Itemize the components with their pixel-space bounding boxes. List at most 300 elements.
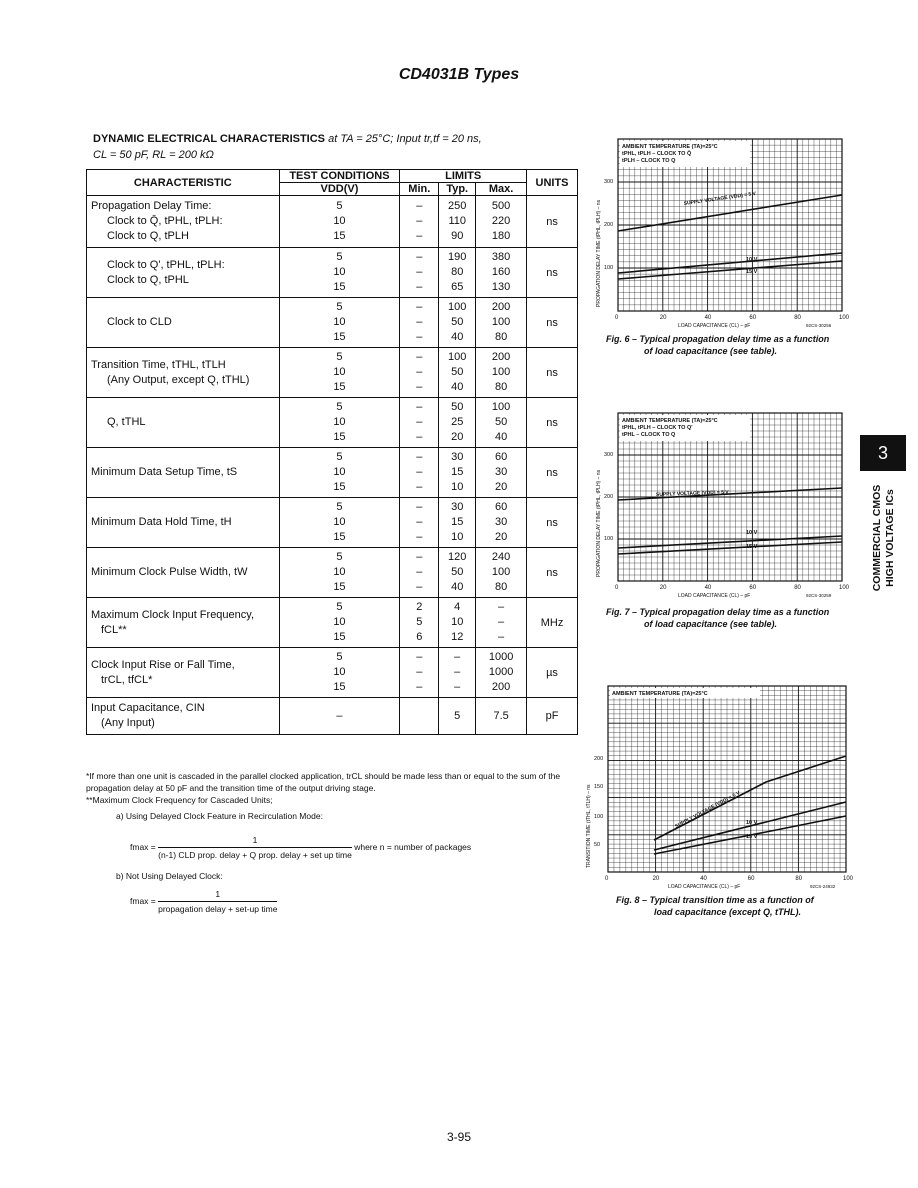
min-value: – — [416, 230, 423, 242]
y-tick-label: 200 — [604, 494, 614, 500]
table-body — [87, 196, 578, 735]
x-axis-label: LOAD CAPACITANCE (CL) – pF — [678, 593, 751, 599]
cell-typ — [439, 498, 476, 548]
footnote-double-star: **Maximum Clock Frequency for Cascaded Units; — [86, 795, 273, 805]
vdd-value: 10 — [333, 316, 346, 328]
min-value: 5 — [416, 616, 423, 628]
cell-units: ns — [527, 398, 578, 448]
min-value: – — [416, 266, 423, 278]
min-value: – — [416, 516, 423, 528]
typ-value: – — [454, 651, 461, 663]
y-axis-label: PROPAGATION DELAY TIME (tPHL, tPLH) – ns — [596, 469, 602, 577]
cell-vdd — [279, 298, 400, 348]
curve-label-15v: 15 V — [746, 834, 758, 840]
typ-value: 10 — [451, 531, 464, 543]
vdd-value: 10 — [333, 666, 346, 678]
characteristic-line: Clock to Q̄, tPHL, tPLH: — [107, 215, 223, 227]
cell-vdd — [279, 348, 400, 398]
vdd-value: 10 — [333, 516, 346, 528]
min-value: 2 — [416, 601, 423, 613]
typ-value: 40 — [451, 331, 464, 343]
legend-line: tPLH – CLOCK TO Q — [622, 158, 676, 164]
section-tab-line1: COMMERCIAL CMOS — [871, 484, 883, 592]
cell-max — [476, 196, 527, 248]
cell-typ — [439, 698, 476, 735]
formula1-denominator: (n-1) CLD prop. delay + Q prop. delay + set up time — [158, 850, 352, 860]
fig8-caption — [616, 894, 814, 918]
min-value: – — [416, 351, 423, 363]
cell-typ — [439, 598, 476, 648]
legend-line: AMBIENT TEMPERATURE (TA)=25°C — [622, 144, 718, 150]
header-typ: Typ. — [439, 183, 476, 196]
x-axis-label: LOAD CAPACITANCE (CL) – pF — [678, 323, 751, 329]
characteristic-line: Transition Time, tTHL, tTLH — [91, 358, 226, 371]
table-row — [87, 298, 578, 348]
formula1-fraction — [158, 835, 352, 860]
x-tick-label: 100 — [839, 315, 850, 321]
fig8-caption-2: load capacitance (except Q, tTHL). — [654, 907, 802, 917]
vdd-value: 15 — [333, 681, 346, 693]
max-value: 80 — [494, 381, 508, 393]
legend-line: tPHL, tPLH – CLOCK TO Q̄ — [622, 151, 692, 157]
cell-units: pF — [527, 698, 578, 735]
x-tick-label: 60 — [749, 585, 757, 591]
cell-typ — [439, 196, 476, 248]
cell-min — [400, 598, 439, 648]
section-conditions-2: CL = 50 pF, RL = 200 kΩ — [93, 149, 214, 161]
y-axis-label: TRANSITION TIME (tTHL, tTLH) – ns — [586, 784, 592, 868]
cell-min — [400, 348, 439, 398]
x-tick-label: 80 — [794, 585, 801, 591]
cell-vdd — [279, 548, 400, 598]
max-value: 160 — [491, 266, 511, 278]
min-value: – — [416, 581, 423, 593]
min-value: 6 — [416, 631, 423, 643]
max-value: 240 — [491, 551, 511, 563]
characteristic-line: Clock to Q', tPHL, tPLH: — [107, 258, 225, 271]
formula1-where: where n = number of packages — [354, 841, 472, 852]
cell-typ — [439, 448, 476, 498]
characteristic-line: Propagation Delay Time: — [91, 200, 212, 212]
typ-value: 250 — [448, 200, 467, 212]
y-tick-label: 300 — [604, 179, 614, 185]
max-value: 220 — [491, 215, 511, 227]
row-characteristic — [87, 548, 280, 598]
cell-units: ns — [527, 348, 578, 398]
vdd-value: 15 — [333, 331, 346, 343]
table-row — [87, 598, 578, 648]
x-tick-label: 40 — [704, 585, 712, 591]
min-value: – — [416, 651, 423, 663]
vdd-value: 10 — [333, 416, 346, 428]
vdd-value: 15 — [333, 481, 346, 493]
typ-value: 40 — [451, 381, 464, 393]
x-tick-label: 60 — [747, 876, 755, 882]
characteristic-line: Clock to Q, tPHL — [107, 273, 189, 286]
max-value: 200 — [491, 351, 511, 363]
vdd-value: 5 — [336, 601, 343, 613]
vdd-value: 5 — [336, 401, 343, 413]
vdd-value: 15 — [333, 281, 346, 293]
cell-vdd — [279, 698, 400, 735]
cell-units: MHz — [527, 598, 578, 648]
max-value: 200 — [491, 681, 511, 693]
section-heading-text: DYNAMIC ELECTRICAL CHARACTERISTICS — [93, 133, 326, 145]
cell-typ — [439, 348, 476, 398]
typ-value: 50 — [451, 366, 464, 378]
vdd-value: 15 — [333, 230, 346, 242]
cell-vdd — [279, 196, 400, 248]
y-tick-label: 150 — [594, 784, 604, 790]
cell-min — [400, 498, 439, 548]
row-characteristic — [87, 448, 280, 498]
legend-line: tPHL – CLOCK TO Q — [622, 432, 676, 438]
row-characteristic — [87, 698, 280, 735]
fig7-caption — [606, 606, 829, 630]
curve-label-15v: 15 V — [746, 544, 758, 550]
cell-max — [476, 698, 527, 735]
cell-units: µs — [527, 648, 578, 698]
max-value: 20 — [494, 481, 508, 493]
formula1-lhs: fmax = — [130, 841, 156, 852]
characteristic-line: Clock to CLD — [107, 316, 172, 328]
fig8-graph — [586, 682, 854, 894]
characteristic-line: (Any Input) — [101, 717, 155, 729]
vdd-value: 5 — [336, 251, 343, 263]
max-value: 100 — [491, 566, 511, 578]
max-value: – — [498, 601, 505, 613]
cell-max — [476, 348, 527, 398]
curve-label-15v: 15 V — [746, 269, 758, 275]
max-value: 30 — [494, 516, 508, 528]
formula2-denominator: propagation delay + set-up time — [158, 904, 278, 914]
x-tick-label: 0 — [615, 585, 619, 591]
min-value: – — [416, 431, 423, 443]
formula2-numerator: 1 — [158, 889, 277, 902]
min-value: – — [416, 366, 423, 378]
typ-value: 65 — [451, 281, 464, 293]
footnotes — [86, 770, 586, 822]
footnote-star: *If more than one unit is cascaded in the parallel clocked application, trCL should be made less than or equal to the sum of the propagation delay at 50 pF and the transition time of the output driving stage. — [86, 771, 561, 793]
cell-min — [400, 448, 439, 498]
section-tab — [860, 435, 906, 605]
min-value: – — [416, 481, 423, 493]
footnote-b: b) Not Using Delayed Clock: — [116, 871, 223, 881]
typ-value: 100 — [448, 351, 467, 363]
vdd-value: 5 — [336, 200, 343, 212]
typ-value: 5 — [454, 709, 461, 722]
vdd-value: 5 — [336, 651, 343, 663]
characteristic-line: Minimum Data Setup Time, tS — [91, 466, 238, 478]
legend-line: tPHL, tPLH – CLOCK TO Q' — [622, 425, 693, 431]
supply-voltage-label: SUPPLY VOLTAGE (VDD) = 5 V — [683, 190, 757, 207]
min-value: – — [416, 531, 423, 543]
typ-value: 190 — [448, 251, 467, 263]
max-value: – — [498, 616, 505, 628]
row-characteristic — [87, 196, 280, 248]
cell-min — [400, 298, 439, 348]
y-tick-label: 200 — [594, 756, 604, 762]
cell-typ — [439, 398, 476, 448]
x-tick-label: 80 — [795, 876, 803, 882]
max-value: 200 — [491, 301, 511, 313]
footnote-a: a) Using Delayed Clock Feature in Recirculation Mode: — [116, 811, 323, 821]
vdd-value: 10 — [333, 566, 346, 578]
max-value: 50 — [494, 416, 508, 428]
x-tick-label: 20 — [652, 876, 660, 882]
vdd-value: 5 — [336, 351, 343, 363]
max-value: 180 — [491, 230, 511, 242]
fig7-graph — [596, 408, 852, 604]
cell-max — [476, 448, 527, 498]
legend-line: AMBIENT TEMPERATURE (TA)=25°C — [622, 418, 718, 424]
header-vdd: VDD(V) — [279, 183, 400, 196]
header-characteristic: CHARACTERISTIC — [87, 170, 280, 196]
x-tick-label: 60 — [749, 315, 757, 321]
vdd-value: 5 — [336, 451, 343, 463]
table-row — [87, 448, 578, 498]
min-value: – — [416, 416, 423, 428]
vdd-value: 15 — [333, 531, 346, 543]
min-value: – — [416, 301, 423, 313]
table-row — [87, 196, 578, 248]
max-value: 100 — [491, 316, 511, 328]
max-value: 380 — [491, 251, 511, 263]
typ-value: 30 — [451, 451, 464, 463]
vdd-value: 5 — [336, 551, 343, 563]
cell-units: ns — [527, 548, 578, 598]
characteristic-line: (Any Output, except Q, tTHL) — [107, 373, 250, 386]
row-characteristic — [87, 248, 280, 298]
vdd-value: – — [336, 709, 343, 722]
y-tick-label: 100 — [594, 814, 604, 820]
min-value: – — [416, 200, 423, 212]
max-value: 60 — [494, 501, 508, 513]
typ-value: – — [454, 666, 461, 678]
section-conditions-1: at TA = 25°C; Input tr,tf = 20 ns, — [328, 133, 482, 145]
table-row — [87, 348, 578, 398]
typ-value: 40 — [451, 581, 464, 593]
vdd-value: 15 — [333, 431, 346, 443]
cell-min — [400, 648, 439, 698]
y-tick-label: 200 — [604, 222, 614, 228]
typ-value: 50 — [451, 566, 464, 578]
characteristic-line: Minimum Clock Pulse Width, tW — [91, 566, 248, 578]
table-row — [87, 398, 578, 448]
max-value: – — [498, 631, 505, 643]
cell-max — [476, 548, 527, 598]
cell-units: ns — [527, 448, 578, 498]
x-tick-label: 80 — [794, 315, 801, 321]
min-value: – — [416, 215, 423, 227]
typ-value: 12 — [451, 631, 464, 643]
characteristic-line: Minimum Data Hold Time, tH — [91, 516, 232, 528]
x-axis-label: LOAD CAPACITANCE (CL) – pF — [668, 884, 741, 890]
typ-value: 80 — [451, 266, 464, 278]
x-tick-label: 0 — [605, 876, 609, 882]
characteristic-line: trCL, tfCL* — [101, 673, 153, 686]
characteristic-line: Maximum Clock Input Frequency, — [91, 608, 255, 621]
row-characteristic — [87, 598, 280, 648]
formula1-numerator: 1 — [158, 835, 352, 848]
cell-max — [476, 498, 527, 548]
row-characteristic — [87, 298, 280, 348]
cell-min — [400, 398, 439, 448]
x-tick-label: 0 — [615, 315, 619, 321]
x-tick-label: 40 — [704, 315, 712, 321]
fig6-caption — [606, 333, 829, 357]
legend-line: AMBIENT TEMPERATURE (TA)=25°C — [612, 691, 708, 697]
header-limits: LIMITS — [400, 170, 527, 183]
typ-value: 20 — [451, 431, 464, 443]
typ-value: 4 — [454, 601, 461, 613]
cell-max — [476, 398, 527, 448]
vdd-value: 10 — [333, 616, 346, 628]
max-value: 1000 — [488, 666, 514, 678]
cell-min — [400, 248, 439, 298]
typ-value: 15 — [451, 516, 464, 528]
fig6-graph — [596, 133, 852, 333]
cell-units: ns — [527, 298, 578, 348]
characteristic-line: Q, tTHL — [107, 416, 146, 428]
y-axis-label: PROPAGATION DELAY TIME (tPHL, tPLH) – ns — [596, 199, 602, 307]
y-tick-label: 50 — [594, 842, 601, 848]
y-tick-label: 100 — [604, 536, 614, 542]
figure-code: 92CS-30259 — [806, 593, 832, 598]
cell-typ — [439, 248, 476, 298]
document-title: CD4031B Types — [398, 66, 520, 83]
vdd-value: 10 — [333, 466, 346, 478]
typ-value: 120 — [448, 551, 467, 563]
min-value: – — [416, 566, 423, 578]
max-value: 30 — [494, 466, 508, 478]
cell-max — [476, 298, 527, 348]
formula-delayed-clock — [130, 835, 471, 860]
vdd-value: 10 — [333, 266, 346, 278]
typ-value: 110 — [448, 215, 466, 227]
page-number: 3-95 — [446, 1130, 472, 1144]
cell-units: ns — [527, 248, 578, 298]
max-value: 20 — [494, 531, 508, 543]
table-row — [87, 548, 578, 598]
characteristic-line: Clock Input Rise or Fall Time, — [91, 658, 235, 671]
characteristic-line: Input Capacitance, CIN — [91, 702, 205, 714]
supply-voltage-label: SUPPLY VOLTAGE (VDD) = 5 V — [655, 489, 729, 498]
table-row — [87, 698, 578, 735]
row-characteristic — [87, 398, 280, 448]
curve-label-10v: 10 V — [746, 257, 758, 263]
dynamic-characteristics-table — [86, 169, 578, 735]
typ-value: 50 — [451, 401, 464, 413]
cell-min — [400, 196, 439, 248]
curve-label-10v: 10 V — [746, 820, 758, 826]
min-value: – — [416, 331, 423, 343]
vdd-value: 10 — [333, 215, 346, 227]
max-value: 80 — [494, 331, 508, 343]
max-value: 40 — [494, 431, 508, 443]
min-value: – — [416, 401, 423, 413]
typ-value: 10 — [451, 481, 464, 493]
cell-vdd — [279, 598, 400, 648]
cell-max — [476, 648, 527, 698]
table-row — [87, 498, 578, 548]
min-value: – — [416, 251, 423, 263]
max-value: 1000 — [488, 651, 514, 663]
cell-min — [400, 548, 439, 598]
cell-typ — [439, 298, 476, 348]
typ-value: – — [454, 681, 461, 693]
fig8-caption-1: Fig. 8 – Typical transition time as a function of — [616, 895, 814, 905]
vdd-value: 15 — [333, 581, 346, 593]
row-characteristic — [87, 498, 280, 548]
x-tick-label: 100 — [839, 585, 850, 591]
formula2-lhs: fmax = — [130, 895, 156, 906]
row-characteristic — [87, 648, 280, 698]
section-tab-label — [871, 468, 897, 608]
vdd-value: 5 — [336, 301, 343, 313]
typ-value: 15 — [451, 466, 464, 478]
typ-value: 100 — [448, 301, 467, 313]
cell-vdd — [279, 248, 400, 298]
cell-max — [476, 248, 527, 298]
cell-units: ns — [527, 196, 578, 248]
max-value: 7.5 — [493, 709, 509, 722]
fig7-caption-2: of load capacitance (see table). — [644, 619, 778, 629]
cell-vdd — [279, 648, 400, 698]
cell-typ — [439, 548, 476, 598]
typ-value: 25 — [451, 416, 464, 428]
typ-value: 30 — [451, 501, 464, 513]
table-row — [87, 648, 578, 698]
characteristic-line: fCL** — [101, 623, 127, 636]
curve-label-10v: 10 V — [746, 530, 758, 536]
min-value: – — [416, 466, 423, 478]
supply-voltage-label: SUPPLY VOLTAGE (VDD) = 5 V — [674, 790, 742, 830]
formula-no-delay — [130, 889, 277, 914]
table-row — [87, 248, 578, 298]
figure-code: 92CS-24932 — [810, 884, 836, 889]
cell-vdd — [279, 448, 400, 498]
typ-value: 90 — [451, 230, 464, 242]
section-tab-number: 3 — [860, 435, 906, 471]
y-tick-label: 300 — [604, 452, 614, 458]
min-value: – — [416, 281, 423, 293]
header-min: Min. — [400, 183, 439, 196]
x-tick-label: 20 — [659, 315, 667, 321]
max-value: 130 — [491, 281, 511, 293]
cell-max — [476, 598, 527, 648]
max-value: 500 — [491, 200, 511, 212]
max-value: 60 — [494, 451, 508, 463]
x-tick-label: 100 — [843, 876, 854, 882]
max-value: 100 — [491, 401, 511, 413]
min-value: – — [416, 381, 423, 393]
min-value: – — [416, 501, 423, 513]
vdd-value: 15 — [333, 381, 346, 393]
cell-vdd — [279, 498, 400, 548]
figure-code: 92CS-30256 — [806, 323, 832, 328]
cell-min — [400, 698, 439, 735]
characteristic-line: Clock to Q, tPLH — [107, 230, 189, 242]
row-characteristic — [87, 348, 280, 398]
min-value: – — [416, 551, 423, 563]
x-tick-label: 40 — [700, 876, 707, 882]
header-test-conditions: TEST CONDITIONS — [279, 170, 400, 183]
header-max: Max. — [476, 183, 527, 196]
cell-units: ns — [527, 498, 578, 548]
typ-value: 10 — [451, 616, 464, 628]
min-value: – — [416, 666, 423, 678]
